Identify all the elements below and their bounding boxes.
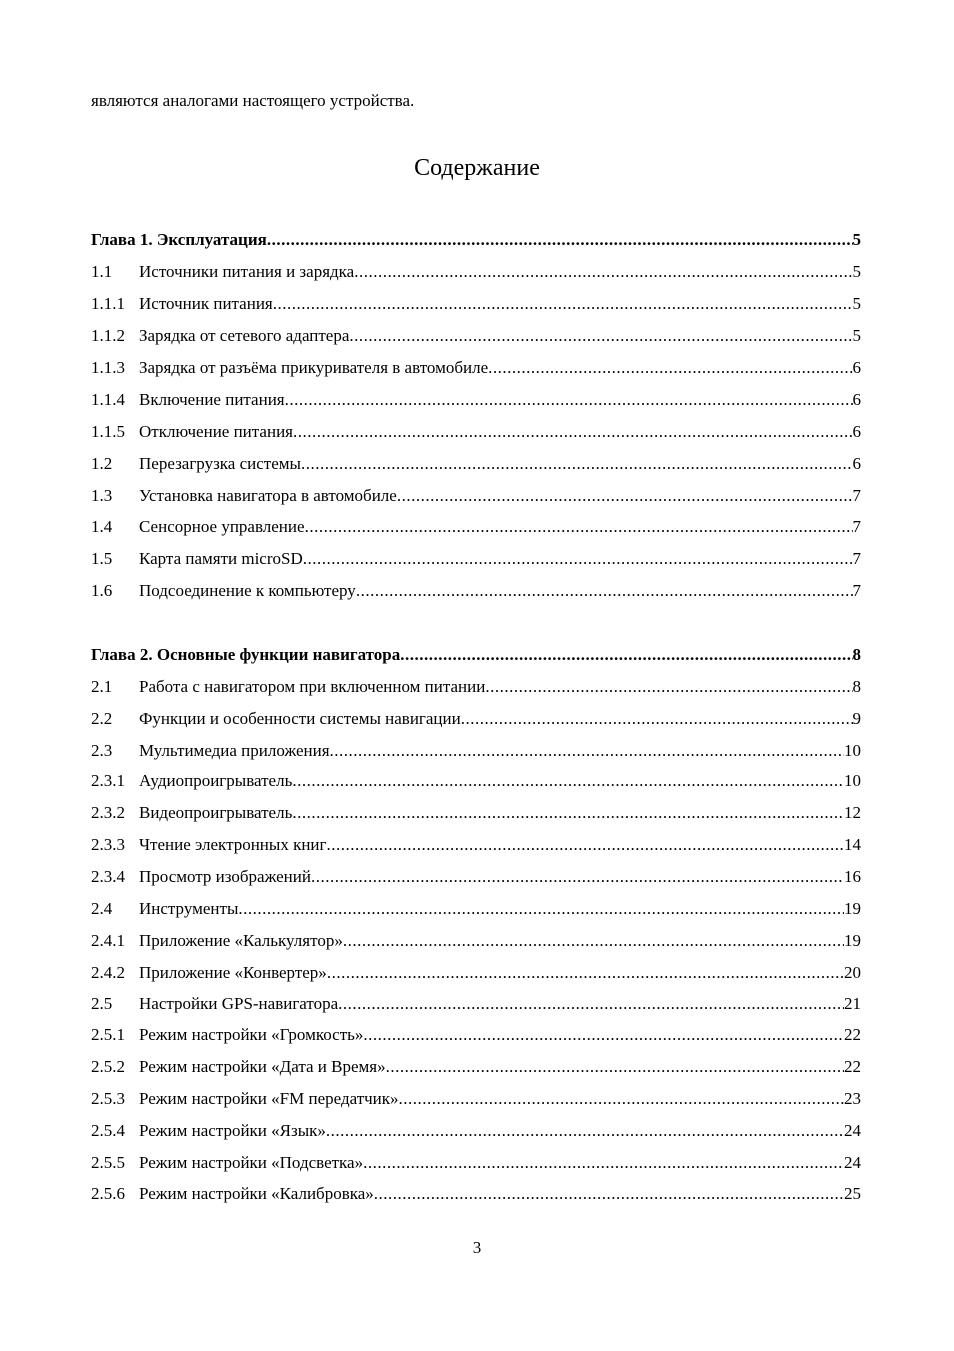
toc-entry-title: Режим настройки «Громкость» (139, 1025, 364, 1044)
toc-entry-title: Настройки GPS-навигатора (139, 994, 339, 1013)
toc-entry-page: 22 (844, 1025, 861, 1044)
toc-entry-number: 2.5.2 (91, 1057, 125, 1076)
toc-dot-leader (273, 294, 853, 314)
toc-entry[interactable] (91, 322, 861, 346)
toc-entry-number: 2.4.2 (91, 963, 125, 982)
toc-entry-number: 1.1.3 (91, 358, 125, 377)
toc-chapter-entry[interactable] (91, 226, 861, 250)
toc-entry[interactable] (91, 418, 861, 442)
toc-entry[interactable] (91, 450, 861, 474)
toc-entry[interactable] (91, 990, 861, 1014)
toc-entry-title: Просмотр изображений (139, 867, 311, 886)
toc-entry-page: 25 (844, 1184, 861, 1203)
toc-entry-page: 7 (852, 581, 861, 600)
toc-entry[interactable] (91, 895, 861, 919)
toc-entry-title: Режим настройки «FM передатчик» (139, 1089, 399, 1108)
toc-entry-page: 19 (844, 899, 861, 918)
toc-entry-page: 23 (844, 1089, 861, 1108)
toc-entry-page: 5 (852, 230, 861, 249)
toc-entry-title: Включение питания (139, 390, 285, 409)
toc-entry-page: 14 (844, 835, 861, 854)
toc-entry-number: 2.5.4 (91, 1121, 125, 1140)
toc-entry-title: Глава 1. Эксплуатация (91, 230, 267, 249)
toc-dot-leader (326, 1121, 844, 1141)
toc-entry-title: Источники питания и зарядка (139, 262, 355, 281)
toc-title: Содержание (414, 155, 540, 181)
toc-entry-number: 2.5.1 (91, 1025, 125, 1044)
toc-dot-leader (303, 549, 853, 569)
toc-entry-number: 1.5 (91, 549, 113, 568)
toc-dot-leader (238, 899, 844, 919)
toc-chapter-entry[interactable] (91, 641, 861, 665)
toc-dot-leader (327, 963, 844, 983)
toc-entry-title: Мультимедиа приложения (139, 741, 330, 760)
toc-entry-number: 2.5.3 (91, 1089, 125, 1108)
toc-dot-leader (354, 262, 852, 282)
toc-entry[interactable] (91, 799, 861, 823)
toc-entry[interactable] (91, 545, 861, 569)
toc-dot-leader (301, 454, 853, 474)
toc-entry-page: 12 (844, 803, 861, 822)
toc-entry-page: 16 (844, 867, 861, 886)
toc-entry[interactable] (91, 482, 861, 506)
toc-entry-page: 20 (844, 963, 861, 982)
toc-dot-leader (397, 486, 853, 506)
toc-entry-title: Перезагрузка системы (139, 454, 301, 473)
toc-entry-title: Режим настройки «Подсветка» (139, 1153, 364, 1172)
toc-entry[interactable] (91, 258, 861, 282)
toc-entry[interactable] (91, 513, 861, 537)
toc-entry-title: Инструменты (139, 899, 239, 918)
toc-entry-number: 2.1 (91, 677, 113, 696)
toc-entry-page: 22 (844, 1057, 861, 1076)
toc-entry-page: 6 (852, 422, 861, 441)
toc-entry-number: 1.6 (91, 581, 113, 600)
toc-entry-number: 1.1.5 (91, 422, 125, 441)
toc-entry-title: Режим настройки «Язык» (139, 1121, 326, 1140)
toc-dot-leader (305, 517, 853, 537)
toc-entry-title: Приложение «Калькулятор» (139, 931, 343, 950)
toc-entry-page: 24 (844, 1121, 861, 1140)
toc-entry-number: 2.3.1 (91, 771, 125, 790)
toc-dot-leader (267, 230, 853, 250)
toc-entry-page: 7 (852, 549, 861, 568)
toc-entry[interactable] (91, 577, 861, 601)
toc-entry[interactable] (91, 386, 861, 410)
toc-dot-leader (488, 358, 852, 378)
toc-entry[interactable] (91, 959, 861, 983)
toc-entry-page: 8 (852, 677, 861, 696)
toc-entry-number: 2.5 (91, 994, 113, 1013)
toc-entry-number: 1.2 (91, 454, 113, 473)
toc-entry[interactable] (91, 1085, 861, 1109)
toc-entry[interactable] (91, 354, 861, 378)
toc-entry[interactable] (91, 1021, 861, 1045)
toc-entry-number: 2.5.5 (91, 1153, 125, 1172)
toc-dot-leader (356, 581, 853, 601)
toc-dot-leader (349, 326, 852, 346)
toc-dot-leader (461, 709, 853, 729)
toc-entry-number: 2.3.2 (91, 803, 125, 822)
toc-entry-title: Отключение питания (139, 422, 293, 441)
toc-entry-page: 5 (852, 326, 861, 345)
toc-entry[interactable] (91, 1149, 861, 1173)
toc-entry-title: Работа с навигатором при включенном питании (139, 677, 486, 696)
toc-entry-number: 1.1.4 (91, 390, 125, 409)
toc-entry-title: Подсоединение к компьютеру (139, 581, 356, 600)
toc-entry-number: 2.3 (91, 741, 113, 760)
toc-entry-number: 2.4.1 (91, 931, 125, 950)
toc-entry[interactable] (91, 927, 861, 951)
toc-dot-leader (311, 867, 844, 887)
toc-dot-leader (343, 931, 844, 951)
toc-dot-leader (399, 1089, 844, 1109)
toc-entry-title: Сенсорное управление (139, 517, 305, 536)
toc-dot-leader (485, 677, 852, 697)
toc-entry-title: Режим настройки «Калибровка» (139, 1184, 374, 1203)
toc-entry[interactable] (91, 1053, 861, 1077)
toc-dot-leader (386, 1057, 844, 1077)
toc-entry-page: 6 (852, 390, 861, 409)
toc-entry-number: 2.4 (91, 899, 113, 918)
toc-dot-leader (292, 803, 844, 823)
toc-entry-title: Аудиопроигрыватель (139, 771, 293, 790)
toc-dot-leader (400, 645, 852, 665)
toc-entry-title: Видеопроигрыватель (139, 803, 293, 822)
toc-dot-leader (338, 994, 844, 1014)
toc-entry-number: 1.1 (91, 262, 113, 281)
toc-dot-leader (374, 1184, 844, 1204)
toc-entry-page: 24 (844, 1153, 861, 1172)
intro-text: являются аналогами настоящего устройства. (91, 91, 415, 110)
toc-entry-number: 1.4 (91, 517, 113, 536)
toc-entry-page: 10 (844, 741, 861, 760)
toc-entry-page: 5 (852, 262, 861, 281)
toc-entry-page: 7 (852, 517, 861, 536)
toc-entry-page: 7 (852, 486, 861, 505)
toc-entry-title: Функции и особенности системы навигации (139, 709, 461, 728)
toc-entry-page: 8 (852, 645, 861, 664)
toc-entry-title: Зарядка от сетевого адаптера (139, 326, 350, 345)
toc-dot-leader (285, 390, 853, 410)
toc-entry[interactable] (91, 737, 861, 761)
toc-entry-number: 1.3 (91, 486, 113, 505)
toc-entry-number: 2.3.4 (91, 867, 125, 886)
toc-entry-number: 1.1.2 (91, 326, 125, 345)
toc-entry-number: 2.2 (91, 709, 113, 728)
toc-entry-title: Установка навигатора в автомобиле (139, 486, 397, 505)
toc-entry-number: 2.3.3 (91, 835, 125, 854)
toc-entry-number: 2.5.6 (91, 1184, 125, 1203)
toc-entry-title: Карта памяти microSD (139, 549, 303, 568)
toc-entry-title: Глава 2. Основные функции навигатора (91, 645, 401, 664)
toc-entry-page: 9 (852, 709, 861, 728)
toc-entry[interactable] (91, 705, 861, 729)
toc-entry-title: Источник питания (139, 294, 273, 313)
toc-entry-title: Чтение электронных книг (139, 835, 327, 854)
toc-entry-title: Зарядка от разъёма прикуривателя в автомобиле (139, 358, 489, 377)
toc-dot-leader (327, 835, 845, 855)
toc-entry[interactable] (91, 767, 861, 791)
toc-entry[interactable] (91, 863, 861, 887)
toc-entry[interactable] (91, 831, 861, 855)
toc-entry[interactable] (91, 1117, 861, 1141)
toc-entry-title: Приложение «Конвертер» (139, 963, 327, 982)
page-number: 3 (472, 1238, 482, 1257)
toc-entry-page: 6 (852, 454, 861, 473)
toc-entry-page: 21 (844, 994, 861, 1013)
toc-entry-page: 5 (852, 294, 861, 313)
toc-entry[interactable] (91, 1180, 861, 1204)
toc-entry-number: 1.1.1 (91, 294, 125, 313)
toc-entry-title: Режим настройки «Дата и Время» (139, 1057, 386, 1076)
toc-entry[interactable] (91, 290, 861, 314)
toc-dot-leader (363, 1025, 844, 1045)
toc-entry-page: 19 (844, 931, 861, 950)
toc-dot-leader (363, 1153, 844, 1173)
toc-entry-page: 6 (852, 358, 861, 377)
toc-dot-leader (292, 771, 844, 791)
toc-entry-page: 10 (844, 771, 861, 790)
toc-dot-leader (293, 422, 853, 442)
toc-dot-leader (330, 741, 844, 761)
toc-entry[interactable] (91, 673, 861, 697)
